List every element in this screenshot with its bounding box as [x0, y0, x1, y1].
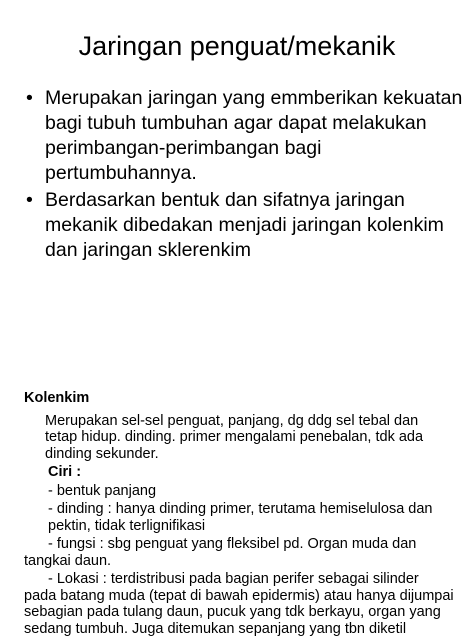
ciri-item-text: - Lokasi : terdistribusi pada bagian perifer sebagai silinder pada batang muda (tepat di bawah epidermis) atau hanya dijumpai sebagian pada tulang daun, pucuk yang tdk berkayu, organ yang sedang tumbuh. Juga ditemukan sepanjang yang tbn diketil [24, 571, 454, 637]
ciri-item [24, 536, 454, 569]
ciri-item-text: - dinding : hanya dinding primer, terutama hemiselulosa dan pektin, tidak terlignifikasi [48, 501, 433, 534]
notes-heading: Kolenkim [24, 390, 90, 406]
notes-paragraph: Merupakan sel-sel penguat, panjang, dg ddg sel tebal dan tetap hidup. dinding. primer mengalami penebalan, tdk ada dinding sekunder. [45, 412, 424, 462]
bullet-item [24, 188, 464, 263]
ciri-item [24, 571, 454, 637]
bullet-marker: • [26, 87, 33, 109]
ciri-item [48, 501, 454, 534]
bullet-marker: • [26, 189, 33, 211]
ciri-label: Ciri : [48, 464, 82, 480]
bullet-text: Berdasarkan bentuk dan sifatnya jaringan mekanik dibedakan menjadi jaringan kolenkim dan jaringan sklerenkim [45, 189, 444, 261]
bullet-list [24, 86, 464, 265]
ciri-item: - bentuk panjang [48, 482, 157, 499]
ciri-item-text: - fungsi : sbg penguat yang fleksibel pd. Organ muda dan tangkai daun. [24, 536, 417, 569]
bullet-item [24, 86, 464, 186]
bullet-text: Merupakan jaringan yang emmberikan kekuatan bagi tubuh tumbuhan agar dapat melakukan perimbangan-perimbangan bagi pertumbuhannya. [45, 87, 463, 184]
slide-title: Jaringan penguat/mekanik [78, 31, 396, 61]
notes-section [24, 390, 454, 637]
